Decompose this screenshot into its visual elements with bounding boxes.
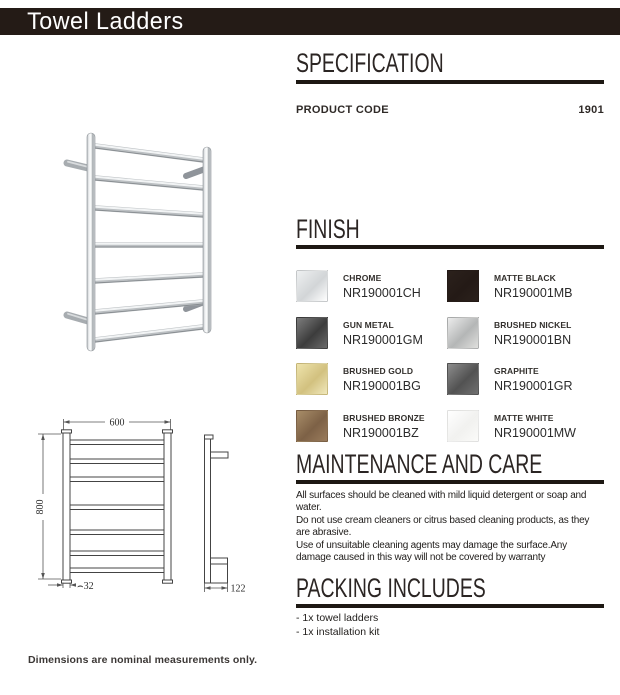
packing-heading: PACKING INCLUDES bbox=[296, 573, 486, 603]
finish-code: NR190001MW bbox=[494, 425, 576, 440]
side-view bbox=[205, 435, 229, 583]
finish-swatch bbox=[447, 363, 479, 395]
finish-option-matte-white bbox=[447, 410, 604, 442]
finish-swatch bbox=[296, 317, 328, 349]
finish-code: NR190001GM bbox=[343, 332, 423, 347]
finish-code: NR190001BG bbox=[343, 379, 421, 393]
specification-rule bbox=[296, 80, 604, 84]
right-column bbox=[296, 0, 604, 695]
dimension-diameter-label: ⌢32 bbox=[77, 581, 94, 592]
finish-option-gun-metal bbox=[296, 317, 447, 349]
finish-name: BRUSHED BRONZE bbox=[343, 412, 425, 423]
page-title: Towel Ladders bbox=[27, 7, 184, 35]
finish-option-brushed-bronze bbox=[296, 410, 447, 442]
dimension-height-label: 800 bbox=[35, 499, 46, 515]
finish-swatch bbox=[447, 410, 479, 442]
packing-rule bbox=[296, 604, 604, 608]
maintenance-line: All surfaces should be cleaned with mild liquid detergent or soap and water. bbox=[296, 490, 587, 514]
product-code-row bbox=[296, 104, 604, 116]
footer-note: Dimensions are nominal measurements only. bbox=[28, 654, 258, 666]
finish-heading: FINISH bbox=[296, 214, 360, 244]
product-photo bbox=[55, 103, 260, 358]
packing-list bbox=[296, 612, 604, 639]
maintenance-line: Do not use cream cleaners or citrus based cleaning products, as they are abrasive. bbox=[296, 514, 590, 539]
finish-rule bbox=[296, 245, 604, 249]
finish-code: NR190001BZ bbox=[343, 425, 419, 440]
finish-name: BRUSHED GOLD bbox=[343, 366, 414, 376]
product-code-label: PRODUCT CODE bbox=[296, 104, 389, 116]
finish-swatch bbox=[447, 270, 479, 302]
finish-name: CHROME bbox=[343, 273, 382, 283]
finish-option-matte-black bbox=[447, 270, 604, 302]
finish-name: MATTE WHITE bbox=[494, 412, 554, 423]
dimension-width-label: 600 bbox=[109, 417, 125, 429]
maintenance-text bbox=[296, 490, 604, 564]
finish-code: NR190001BN bbox=[494, 332, 572, 347]
finish-name: GUN METAL bbox=[343, 319, 394, 330]
finish-code: NR190001CH bbox=[343, 286, 421, 300]
dimension-depth-label: 122 bbox=[230, 583, 246, 595]
finish-name: GRAPHITE bbox=[494, 366, 539, 376]
product-code-value: 1901 bbox=[578, 104, 604, 116]
ladder-posts bbox=[87, 133, 211, 351]
maintenance-line: Use of unsuitable cleaning agents may damage the surface.Any damage caused in this way will not be covered by warranty bbox=[296, 539, 567, 564]
finish-swatch bbox=[296, 363, 328, 395]
finish-name: BRUSHED NICKEL bbox=[494, 319, 572, 330]
technical-drawing bbox=[25, 410, 275, 605]
specification-heading: SPECIFICATION bbox=[296, 48, 444, 78]
maintenance-rule bbox=[296, 480, 604, 484]
finish-swatch bbox=[447, 317, 479, 349]
front-view bbox=[62, 430, 173, 583]
maintenance-heading: MAINTENANCE AND CARE bbox=[296, 449, 543, 479]
finish-option-brushed-gold bbox=[296, 363, 447, 395]
finish-option-chrome bbox=[296, 270, 447, 302]
finish-name: MATTE BLACK bbox=[494, 273, 556, 283]
finish-option-brushed-nickel bbox=[447, 317, 604, 349]
packing-item: - 1x towel ladders bbox=[296, 612, 379, 624]
packing-item: - 1x installation kit bbox=[296, 625, 380, 638]
finish-grid bbox=[296, 270, 604, 442]
finish-code: NR190001GR bbox=[494, 379, 573, 393]
finish-code: NR190001MB bbox=[494, 286, 573, 300]
finish-swatch bbox=[296, 410, 328, 442]
finish-option-graphite bbox=[447, 363, 604, 395]
finish-swatch bbox=[296, 270, 328, 302]
